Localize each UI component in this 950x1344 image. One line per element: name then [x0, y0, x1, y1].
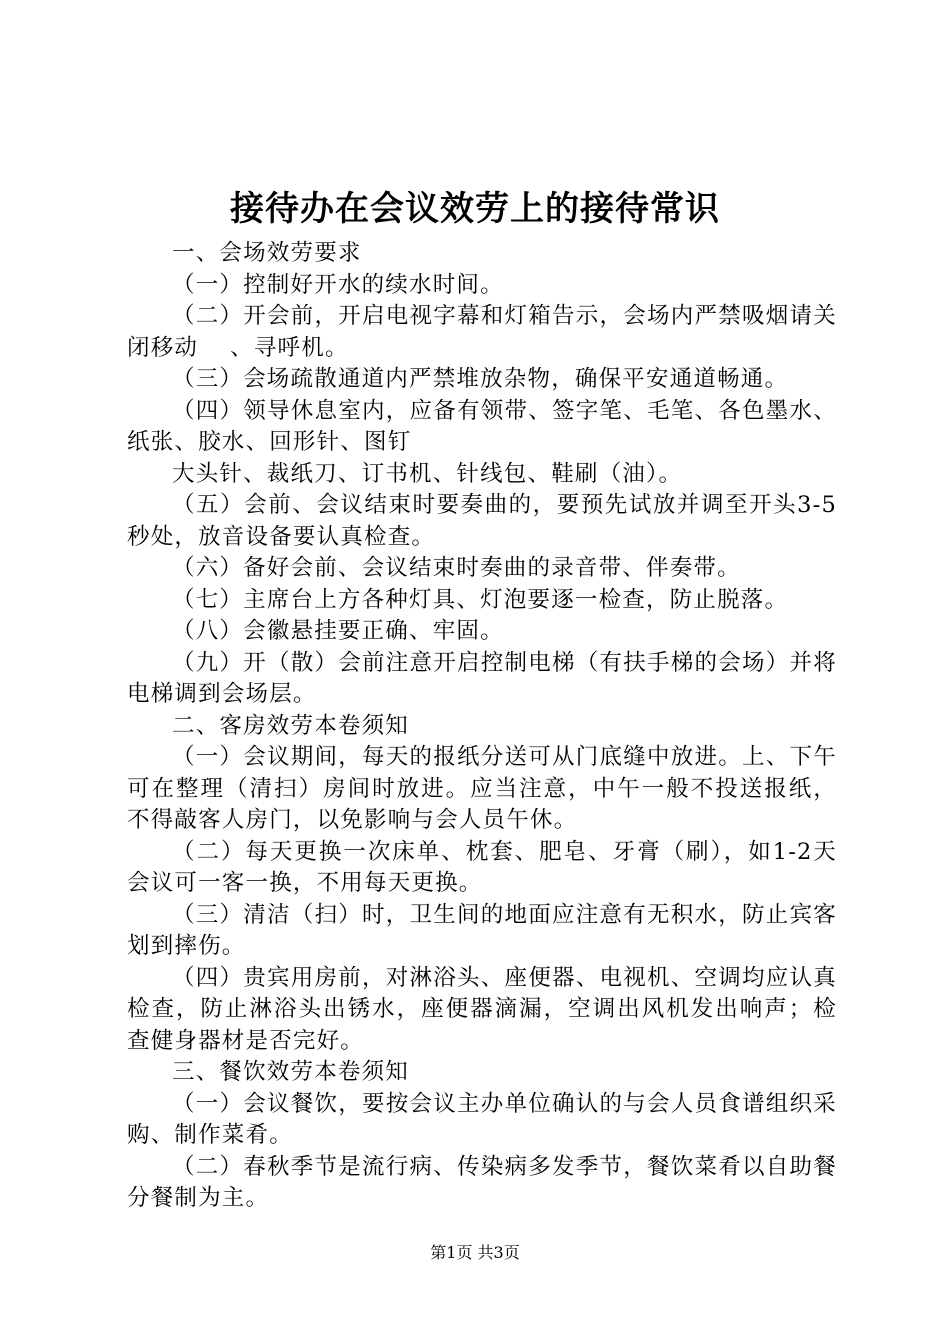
paragraph: （一）会议餐饮，要按会议主办单位确认的与会人员食谱组织采购、制作菜肴。: [127, 1090, 837, 1148]
document-body: [127, 238, 837, 1215]
paragraph: （三）会场疏散通道内严禁堆放杂物，确保平安通道畅通。: [172, 366, 789, 392]
paragraph: （二）开会前，开启电视字幕和灯箱告示，会场内严禁吸烟请关闭移动 、寻呼机。: [127, 303, 837, 361]
paragraph: （六）备好会前、会议结束时奏曲的录音带、伴奏带。: [172, 555, 741, 581]
paragraph: （七）主席台上方各种灯具、灯泡要逐一检查，防止脱落。: [172, 586, 789, 613]
paragraph: （一）控制好开水的续水时间。: [172, 271, 504, 298]
paragraph: （四）贵宾用房前，对淋浴头、座便器、电视机、空调均应认真检查，防止淋浴头出锈水，座便器滴漏，空调出风机发出响声；检查健身器材是否完好。: [127, 964, 837, 1054]
paragraph: （四）领导休息室内，应备有领带、签字笔、毛笔、各色墨水、纸张、胶水、回形针、图钉: [127, 397, 837, 455]
paragraph: （一）会议期间，每天的报纸分送可从门底缝中放进。上、下午可在整理（清扫）房间时放进。应当注意，中午一般不投送报纸，不得敲客人房门，以免影响与会人员午休。: [127, 744, 837, 833]
paragraph: 大头针、裁纸刀、订书机、针线包、鞋刷（油）。: [172, 460, 683, 487]
document-title: 接待办在会议效劳上的接待常识: [230, 189, 720, 229]
paragraph: （三）清洁（扫）时，卫生间的地面应注意有无积水，防止宾客划到摔伤。: [127, 901, 837, 959]
paragraph: （八）会徽悬挂要正确、牢固。: [172, 618, 504, 644]
paragraph: （二）春秋季节是流行病、传染病多发季节，餐饮菜肴以自助餐分餐制为主。: [127, 1153, 837, 1211]
section-heading: 二、客房效劳本卷须知: [172, 712, 410, 739]
paragraph: （五）会前、会议结束时要奏曲的，要预先试放并调至开头3-5秒处，放音设备要认真检查。: [127, 492, 837, 550]
page-footer: 第1页 共3页: [430, 1243, 520, 1262]
section-heading: 一、会场效劳要求: [172, 240, 362, 266]
section-heading: 三、餐饮效劳本卷须知: [172, 1059, 410, 1085]
paragraph: （二）每天更换一次床单、枕套、肥皂、牙膏（刷），如1-2天会议可一客一换，不用每天更换。: [127, 838, 837, 896]
paragraph: （九）开（散）会前注意开启控制电梯（有扶手梯的会场）并将电梯调到会场层。: [127, 649, 837, 707]
